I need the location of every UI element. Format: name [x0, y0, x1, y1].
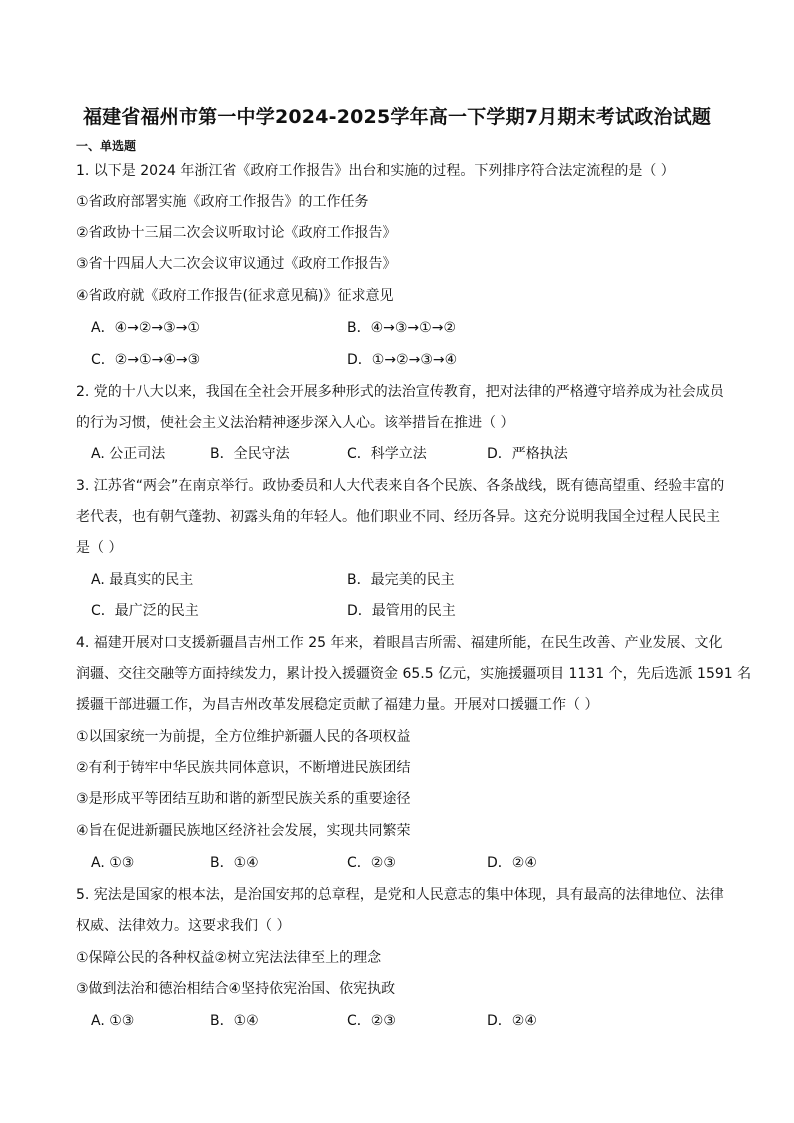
question-4-stem-cont-2: 援疆干部进疆工作，为昌吉州改革发展稳定贡献了福建力量。开展对口援疆工作（ ） [76, 697, 599, 713]
question-4-item-4: ④旨在促进新疆民族地区经济社会发展，实现共同繁荣 [76, 823, 411, 839]
question-2-option-b[interactable]: B．全民守法 [210, 446, 290, 462]
question-1-item-3: ③省十四届人大二次会议审议通过《政府工作报告》 [76, 256, 397, 272]
question-1-item-4: ④省政府就《政府工作报告(征求意见稿)》征求意见 [76, 288, 394, 304]
question-3-option-c[interactable]: C．最广泛的民主 [91, 603, 199, 619]
question-1-option-c[interactable]: C．②→①→④→③ [91, 352, 201, 368]
question-5-stem: 5. 宪法是国家的根本法，是治国安邦的总章程，是党和人民意志的集中体现，具有最高的法律地位、法律 [76, 887, 724, 903]
question-4-option-d[interactable]: D．②④ [487, 855, 537, 871]
question-3-stem-cont-1: 老代表，也有朝气蓬勃、初露头角的年轻人。他们职业不同、经历各异。这充分说明我国全过程人民民主 [76, 509, 720, 525]
question-1-stem: 1. 以下是 2024 年浙江省《政府工作报告》出台和实施的过程。下列排序符合法定流程的是（ ） [76, 163, 675, 179]
question-1-option-a[interactable]: A．④→②→③→① [91, 320, 200, 336]
question-1-item-2: ②省政协十三届二次会议听取讨论《政府工作报告》 [76, 225, 397, 241]
question-4-stem: 4. 福建开展对口支援新疆昌吉州工作 25 年来，着眼昌吉所需、福建所能，在民生改善、产业发展、文化 [76, 635, 723, 651]
question-2-option-c[interactable]: C．科学立法 [347, 446, 427, 462]
question-4-item-1: ①以国家统一为前提，全方位维护新疆人民的各项权益 [76, 729, 411, 745]
page-title: 福建省福州市第一中学2024-2025学年高一下学期7月期末考试政治试题 [82, 106, 712, 128]
question-5-option-b[interactable]: B．①④ [210, 1013, 259, 1029]
section-heading: 一、单选题 [76, 139, 137, 153]
question-3-option-a[interactable]: A. 最真实的民主 [91, 572, 194, 588]
question-5-option-a[interactable]: A. ①③ [91, 1013, 135, 1029]
question-3-stem-cont-2: 是（ ） [76, 540, 123, 556]
question-5-item-1: ①保障公民的各种权益②树立宪法法律至上的理念 [76, 950, 382, 966]
question-2-stem: 2. 党的十八大以来，我国在全社会开展多种形式的法治宣传教育，把对法律的严格遵守培养成为社会成员 [76, 384, 724, 400]
question-4-option-a[interactable]: A. ①③ [91, 855, 135, 871]
question-3-option-b[interactable]: B．最完美的民主 [347, 572, 455, 588]
question-1-option-d[interactable]: D．①→②→③→④ [347, 352, 458, 368]
question-4-stem-cont-1: 润疆、交往交融等方面持续发力，累计投入援疆资金 65.5 亿元，实施援疆项目 1131 个，先后选派 1591 名 [76, 666, 752, 682]
question-2-stem-cont: 的行为习惯，使社会主义法治精神逐步深入人心。该举措旨在推进（ ） [76, 415, 515, 431]
question-4-option-c[interactable]: C．②③ [347, 855, 396, 871]
question-4-option-b[interactable]: B．①④ [210, 855, 259, 871]
question-3-stem: 3. 江苏省“两会”在南京举行。政协委员和人大代表来自各个民族、各条战线，既有德高望重、经验丰富的 [76, 478, 725, 494]
question-5-stem-cont: 权威、法律效力。这要求我们（ ） [76, 918, 291, 934]
question-5-item-2: ③做到法治和德治相结合④坚持依宪治国、依宪执政 [76, 981, 396, 997]
question-3-option-d[interactable]: D．最管用的民主 [347, 603, 456, 619]
question-1-option-b[interactable]: B．④→③→①→② [347, 320, 456, 336]
question-5-option-c[interactable]: C．②③ [347, 1013, 396, 1029]
question-5-option-d[interactable]: D．②④ [487, 1013, 537, 1029]
question-2-option-a[interactable]: A. 公正司法 [91, 446, 166, 462]
question-1-item-1: ①省政府部署实施《政府工作报告》的工作任务 [76, 194, 369, 210]
question-4-item-2: ②有利于铸牢中华民族共同体意识，不断增进民族团结 [76, 760, 411, 776]
question-4-item-3: ③是形成平等团结互助和谐的新型民族关系的重要途径 [76, 791, 411, 807]
question-2-option-d[interactable]: D．严格执法 [487, 446, 568, 462]
